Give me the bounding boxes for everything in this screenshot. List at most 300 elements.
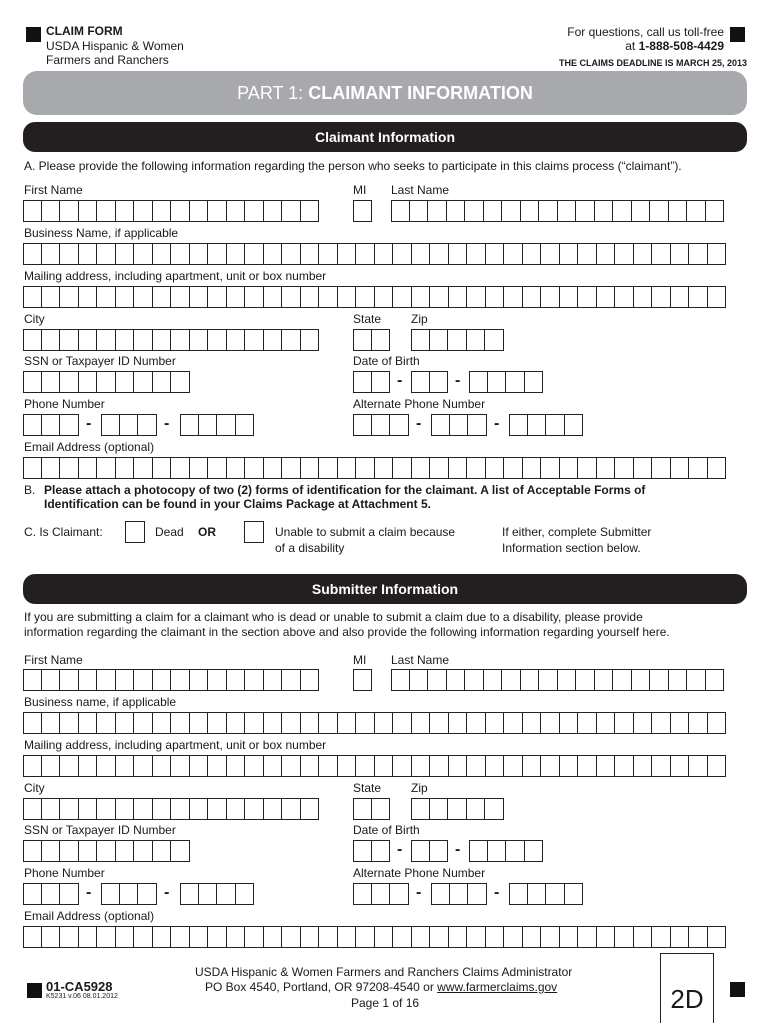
- char-box[interactable]: [282, 200, 301, 222]
- char-box[interactable]: [301, 755, 320, 777]
- char-box[interactable]: [708, 457, 727, 479]
- char-box[interactable]: [431, 414, 450, 436]
- char-box[interactable]: [450, 414, 469, 436]
- char-box[interactable]: [615, 286, 634, 308]
- char-box[interactable]: [597, 926, 616, 948]
- char-box[interactable]: [411, 371, 430, 393]
- char-box[interactable]: [301, 798, 320, 820]
- char-box[interactable]: [282, 755, 301, 777]
- char-box[interactable]: [615, 755, 634, 777]
- char-box[interactable]: [449, 243, 468, 265]
- claimant-ssn-field[interactable]: [23, 371, 190, 393]
- char-box[interactable]: [134, 669, 153, 691]
- char-box[interactable]: [485, 798, 504, 820]
- char-box[interactable]: [42, 329, 61, 351]
- claimant-dob-month[interactable]: [353, 371, 390, 393]
- char-box[interactable]: [23, 457, 42, 479]
- char-box[interactable]: [120, 883, 139, 905]
- char-box[interactable]: [356, 457, 375, 479]
- char-box[interactable]: [689, 712, 708, 734]
- char-box[interactable]: [506, 840, 525, 862]
- char-box[interactable]: [431, 883, 450, 905]
- char-box[interactable]: [652, 457, 671, 479]
- char-box[interactable]: [208, 712, 227, 734]
- char-box[interactable]: [634, 712, 653, 734]
- char-box[interactable]: [42, 798, 61, 820]
- char-box[interactable]: [372, 883, 391, 905]
- submitter-dob-day[interactable]: [411, 840, 448, 862]
- char-box[interactable]: [42, 414, 61, 436]
- char-box[interactable]: [190, 712, 209, 734]
- char-box[interactable]: [79, 926, 98, 948]
- char-box[interactable]: [504, 712, 523, 734]
- char-box[interactable]: [338, 457, 357, 479]
- char-box[interactable]: [120, 414, 139, 436]
- char-box[interactable]: [134, 329, 153, 351]
- char-box[interactable]: [79, 371, 98, 393]
- submitter-ssn-field[interactable]: [23, 840, 190, 862]
- char-box[interactable]: [689, 926, 708, 948]
- char-box[interactable]: [301, 329, 320, 351]
- char-box[interactable]: [428, 200, 447, 222]
- char-box[interactable]: [245, 798, 264, 820]
- website-link[interactable]: www.farmerclaims.gov: [437, 980, 558, 994]
- char-box[interactable]: [97, 798, 116, 820]
- char-box[interactable]: [116, 712, 135, 734]
- char-box[interactable]: [42, 457, 61, 479]
- char-box[interactable]: [541, 286, 560, 308]
- claimant-first-name-field[interactable]: [23, 200, 319, 222]
- char-box[interactable]: [449, 755, 468, 777]
- char-box[interactable]: [153, 457, 172, 479]
- char-box[interactable]: [486, 926, 505, 948]
- char-box[interactable]: [245, 755, 264, 777]
- char-box[interactable]: [79, 840, 98, 862]
- submitter-zip-field[interactable]: [411, 798, 504, 820]
- char-box[interactable]: [615, 243, 634, 265]
- char-box[interactable]: [597, 286, 616, 308]
- char-box[interactable]: [301, 286, 320, 308]
- char-box[interactable]: [353, 371, 372, 393]
- char-box[interactable]: [486, 457, 505, 479]
- char-box[interactable]: [450, 883, 469, 905]
- char-box[interactable]: [97, 926, 116, 948]
- char-box[interactable]: [217, 414, 236, 436]
- char-box[interactable]: [650, 200, 669, 222]
- char-box[interactable]: [410, 669, 429, 691]
- char-box[interactable]: [23, 926, 42, 948]
- char-box[interactable]: [372, 371, 391, 393]
- char-box[interactable]: [486, 712, 505, 734]
- char-box[interactable]: [353, 669, 372, 691]
- char-box[interactable]: [23, 243, 42, 265]
- char-box[interactable]: [687, 669, 706, 691]
- char-box[interactable]: [245, 200, 264, 222]
- char-box[interactable]: [410, 200, 429, 222]
- char-box[interactable]: [134, 457, 153, 479]
- char-box[interactable]: [448, 798, 467, 820]
- char-box[interactable]: [560, 286, 579, 308]
- char-box[interactable]: [502, 669, 521, 691]
- claimant-state-field[interactable]: [353, 329, 390, 351]
- char-box[interactable]: [393, 457, 412, 479]
- char-box[interactable]: [60, 712, 79, 734]
- char-box[interactable]: [60, 669, 79, 691]
- char-box[interactable]: [353, 329, 372, 351]
- char-box[interactable]: [652, 286, 671, 308]
- char-box[interactable]: [97, 371, 116, 393]
- char-box[interactable]: [504, 286, 523, 308]
- char-box[interactable]: [134, 712, 153, 734]
- submitter-dob-month[interactable]: [353, 840, 390, 862]
- char-box[interactable]: [79, 286, 98, 308]
- char-box[interactable]: [116, 755, 135, 777]
- char-box[interactable]: [595, 200, 614, 222]
- char-box[interactable]: [669, 200, 688, 222]
- char-box[interactable]: [411, 329, 430, 351]
- char-box[interactable]: [23, 371, 42, 393]
- char-box[interactable]: [578, 286, 597, 308]
- char-box[interactable]: [319, 243, 338, 265]
- char-box[interactable]: [282, 286, 301, 308]
- char-box[interactable]: [372, 798, 391, 820]
- char-box[interactable]: [245, 457, 264, 479]
- claimant-phone-area[interactable]: [23, 414, 79, 436]
- char-box[interactable]: [23, 669, 42, 691]
- char-box[interactable]: [372, 329, 391, 351]
- char-box[interactable]: [560, 755, 579, 777]
- claimant-phone-line[interactable]: [180, 414, 254, 436]
- char-box[interactable]: [23, 286, 42, 308]
- char-box[interactable]: [264, 457, 283, 479]
- char-box[interactable]: [134, 286, 153, 308]
- char-box[interactable]: [541, 926, 560, 948]
- char-box[interactable]: [171, 840, 190, 862]
- char-box[interactable]: [430, 712, 449, 734]
- char-box[interactable]: [227, 200, 246, 222]
- char-box[interactable]: [469, 371, 488, 393]
- char-box[interactable]: [190, 329, 209, 351]
- char-box[interactable]: [301, 669, 320, 691]
- claimant-mailing-address-field[interactable]: [23, 286, 726, 308]
- char-box[interactable]: [245, 926, 264, 948]
- char-box[interactable]: [523, 243, 542, 265]
- char-box[interactable]: [541, 712, 560, 734]
- char-box[interactable]: [264, 755, 283, 777]
- char-box[interactable]: [208, 798, 227, 820]
- disability-checkbox[interactable]: [244, 521, 264, 543]
- char-box[interactable]: [523, 286, 542, 308]
- char-box[interactable]: [227, 669, 246, 691]
- char-box[interactable]: [578, 457, 597, 479]
- char-box[interactable]: [560, 926, 579, 948]
- char-box[interactable]: [116, 286, 135, 308]
- char-box[interactable]: [282, 243, 301, 265]
- char-box[interactable]: [502, 200, 521, 222]
- char-box[interactable]: [319, 926, 338, 948]
- dead-checkbox[interactable]: [125, 521, 145, 543]
- char-box[interactable]: [23, 200, 42, 222]
- char-box[interactable]: [689, 457, 708, 479]
- char-box[interactable]: [171, 798, 190, 820]
- char-box[interactable]: [134, 840, 153, 862]
- char-box[interactable]: [264, 712, 283, 734]
- char-box[interactable]: [449, 926, 468, 948]
- char-box[interactable]: [42, 926, 61, 948]
- char-box[interactable]: [467, 329, 486, 351]
- char-box[interactable]: [634, 286, 653, 308]
- char-box[interactable]: [171, 712, 190, 734]
- char-box[interactable]: [353, 883, 372, 905]
- char-box[interactable]: [153, 712, 172, 734]
- char-box[interactable]: [393, 755, 412, 777]
- char-box[interactable]: [101, 883, 120, 905]
- char-box[interactable]: [671, 712, 690, 734]
- char-box[interactable]: [412, 926, 431, 948]
- char-box[interactable]: [79, 329, 98, 351]
- char-box[interactable]: [190, 926, 209, 948]
- char-box[interactable]: [578, 712, 597, 734]
- char-box[interactable]: [430, 286, 449, 308]
- char-box[interactable]: [521, 669, 540, 691]
- char-box[interactable]: [525, 840, 544, 862]
- char-box[interactable]: [706, 669, 725, 691]
- char-box[interactable]: [171, 286, 190, 308]
- char-box[interactable]: [190, 286, 209, 308]
- claimant-dob-day[interactable]: [411, 371, 448, 393]
- char-box[interactable]: [338, 926, 357, 948]
- char-box[interactable]: [671, 243, 690, 265]
- submitter-first-name-field[interactable]: [23, 669, 319, 691]
- char-box[interactable]: [60, 840, 79, 862]
- char-box[interactable]: [393, 243, 412, 265]
- char-box[interactable]: [390, 414, 409, 436]
- char-box[interactable]: [689, 755, 708, 777]
- char-box[interactable]: [208, 286, 227, 308]
- char-box[interactable]: [671, 457, 690, 479]
- char-box[interactable]: [504, 926, 523, 948]
- char-box[interactable]: [412, 712, 431, 734]
- char-box[interactable]: [338, 755, 357, 777]
- char-box[interactable]: [208, 457, 227, 479]
- char-box[interactable]: [282, 798, 301, 820]
- char-box[interactable]: [615, 457, 634, 479]
- claimant-phone-prefix[interactable]: [101, 414, 157, 436]
- char-box[interactable]: [708, 712, 727, 734]
- char-box[interactable]: [97, 755, 116, 777]
- char-box[interactable]: [578, 755, 597, 777]
- char-box[interactable]: [430, 840, 449, 862]
- char-box[interactable]: [42, 712, 61, 734]
- char-box[interactable]: [79, 798, 98, 820]
- char-box[interactable]: [264, 669, 283, 691]
- char-box[interactable]: [509, 883, 528, 905]
- char-box[interactable]: [430, 243, 449, 265]
- char-box[interactable]: [282, 926, 301, 948]
- char-box[interactable]: [208, 243, 227, 265]
- char-box[interactable]: [650, 669, 669, 691]
- char-box[interactable]: [116, 926, 135, 948]
- char-box[interactable]: [171, 755, 190, 777]
- char-box[interactable]: [708, 926, 727, 948]
- char-box[interactable]: [264, 286, 283, 308]
- submitter-business-name-field[interactable]: [23, 712, 726, 734]
- char-box[interactable]: [42, 840, 61, 862]
- char-box[interactable]: [708, 286, 727, 308]
- char-box[interactable]: [523, 712, 542, 734]
- char-box[interactable]: [116, 243, 135, 265]
- char-box[interactable]: [97, 457, 116, 479]
- char-box[interactable]: [236, 414, 255, 436]
- char-box[interactable]: [23, 712, 42, 734]
- claimant-zip-field[interactable]: [411, 329, 504, 351]
- char-box[interactable]: [153, 243, 172, 265]
- char-box[interactable]: [708, 755, 727, 777]
- char-box[interactable]: [97, 669, 116, 691]
- char-box[interactable]: [171, 371, 190, 393]
- char-box[interactable]: [708, 243, 727, 265]
- char-box[interactable]: [227, 798, 246, 820]
- char-box[interactable]: [227, 457, 246, 479]
- char-box[interactable]: [153, 669, 172, 691]
- char-box[interactable]: [558, 669, 577, 691]
- char-box[interactable]: [523, 755, 542, 777]
- claimant-mi-field[interactable]: [353, 200, 372, 222]
- claimant-email-field[interactable]: [23, 457, 726, 479]
- char-box[interactable]: [467, 926, 486, 948]
- char-box[interactable]: [282, 669, 301, 691]
- char-box[interactable]: [301, 200, 320, 222]
- char-box[interactable]: [60, 329, 79, 351]
- char-box[interactable]: [449, 286, 468, 308]
- char-box[interactable]: [372, 840, 391, 862]
- char-box[interactable]: [60, 883, 79, 905]
- char-box[interactable]: [42, 200, 61, 222]
- char-box[interactable]: [171, 926, 190, 948]
- submitter-email-field[interactable]: [23, 926, 726, 948]
- char-box[interactable]: [79, 669, 98, 691]
- char-box[interactable]: [134, 200, 153, 222]
- char-box[interactable]: [264, 926, 283, 948]
- char-box[interactable]: [689, 243, 708, 265]
- char-box[interactable]: [97, 243, 116, 265]
- char-box[interactable]: [488, 371, 507, 393]
- char-box[interactable]: [372, 414, 391, 436]
- char-box[interactable]: [116, 798, 135, 820]
- char-box[interactable]: [319, 286, 338, 308]
- claimant-alt-phone-line[interactable]: [509, 414, 583, 436]
- char-box[interactable]: [319, 755, 338, 777]
- claimant-alt-phone-prefix[interactable]: [431, 414, 487, 436]
- char-box[interactable]: [264, 243, 283, 265]
- char-box[interactable]: [669, 669, 688, 691]
- char-box[interactable]: [597, 243, 616, 265]
- char-box[interactable]: [541, 243, 560, 265]
- char-box[interactable]: [42, 669, 61, 691]
- char-box[interactable]: [282, 712, 301, 734]
- char-box[interactable]: [227, 329, 246, 351]
- char-box[interactable]: [190, 755, 209, 777]
- char-box[interactable]: [42, 286, 61, 308]
- char-box[interactable]: [671, 926, 690, 948]
- char-box[interactable]: [412, 243, 431, 265]
- submitter-phone-prefix[interactable]: [101, 883, 157, 905]
- char-box[interactable]: [578, 243, 597, 265]
- char-box[interactable]: [447, 200, 466, 222]
- char-box[interactable]: [79, 755, 98, 777]
- submitter-dob-year[interactable]: [469, 840, 543, 862]
- char-box[interactable]: [467, 457, 486, 479]
- char-box[interactable]: [23, 798, 42, 820]
- char-box[interactable]: [190, 457, 209, 479]
- char-box[interactable]: [430, 371, 449, 393]
- char-box[interactable]: [689, 286, 708, 308]
- char-box[interactable]: [467, 712, 486, 734]
- char-box[interactable]: [430, 798, 449, 820]
- char-box[interactable]: [42, 243, 61, 265]
- char-box[interactable]: [652, 243, 671, 265]
- char-box[interactable]: [180, 883, 199, 905]
- char-box[interactable]: [465, 669, 484, 691]
- submitter-city-field[interactable]: [23, 798, 319, 820]
- char-box[interactable]: [467, 243, 486, 265]
- char-box[interactable]: [208, 755, 227, 777]
- char-box[interactable]: [504, 243, 523, 265]
- char-box[interactable]: [116, 200, 135, 222]
- char-box[interactable]: [245, 329, 264, 351]
- char-box[interactable]: [488, 840, 507, 862]
- claimant-business-name-field[interactable]: [23, 243, 726, 265]
- char-box[interactable]: [615, 712, 634, 734]
- char-box[interactable]: [576, 200, 595, 222]
- char-box[interactable]: [356, 926, 375, 948]
- char-box[interactable]: [227, 286, 246, 308]
- char-box[interactable]: [412, 286, 431, 308]
- char-box[interactable]: [282, 329, 301, 351]
- char-box[interactable]: [671, 755, 690, 777]
- char-box[interactable]: [60, 200, 79, 222]
- submitter-phone-area[interactable]: [23, 883, 79, 905]
- char-box[interactable]: [671, 286, 690, 308]
- char-box[interactable]: [509, 414, 528, 436]
- char-box[interactable]: [227, 755, 246, 777]
- char-box[interactable]: [613, 669, 632, 691]
- char-box[interactable]: [467, 755, 486, 777]
- char-box[interactable]: [597, 457, 616, 479]
- char-box[interactable]: [236, 883, 255, 905]
- char-box[interactable]: [375, 243, 394, 265]
- char-box[interactable]: [301, 926, 320, 948]
- char-box[interactable]: [97, 712, 116, 734]
- char-box[interactable]: [101, 414, 120, 436]
- char-box[interactable]: [375, 755, 394, 777]
- char-box[interactable]: [652, 755, 671, 777]
- char-box[interactable]: [97, 200, 116, 222]
- char-box[interactable]: [134, 755, 153, 777]
- char-box[interactable]: [245, 669, 264, 691]
- char-box[interactable]: [353, 798, 372, 820]
- char-box[interactable]: [375, 926, 394, 948]
- char-box[interactable]: [356, 712, 375, 734]
- char-box[interactable]: [528, 414, 547, 436]
- char-box[interactable]: [615, 926, 634, 948]
- submitter-alt-phone-line[interactable]: [509, 883, 583, 905]
- char-box[interactable]: [42, 883, 61, 905]
- char-box[interactable]: [60, 414, 79, 436]
- char-box[interactable]: [465, 200, 484, 222]
- char-box[interactable]: [97, 840, 116, 862]
- char-box[interactable]: [706, 200, 725, 222]
